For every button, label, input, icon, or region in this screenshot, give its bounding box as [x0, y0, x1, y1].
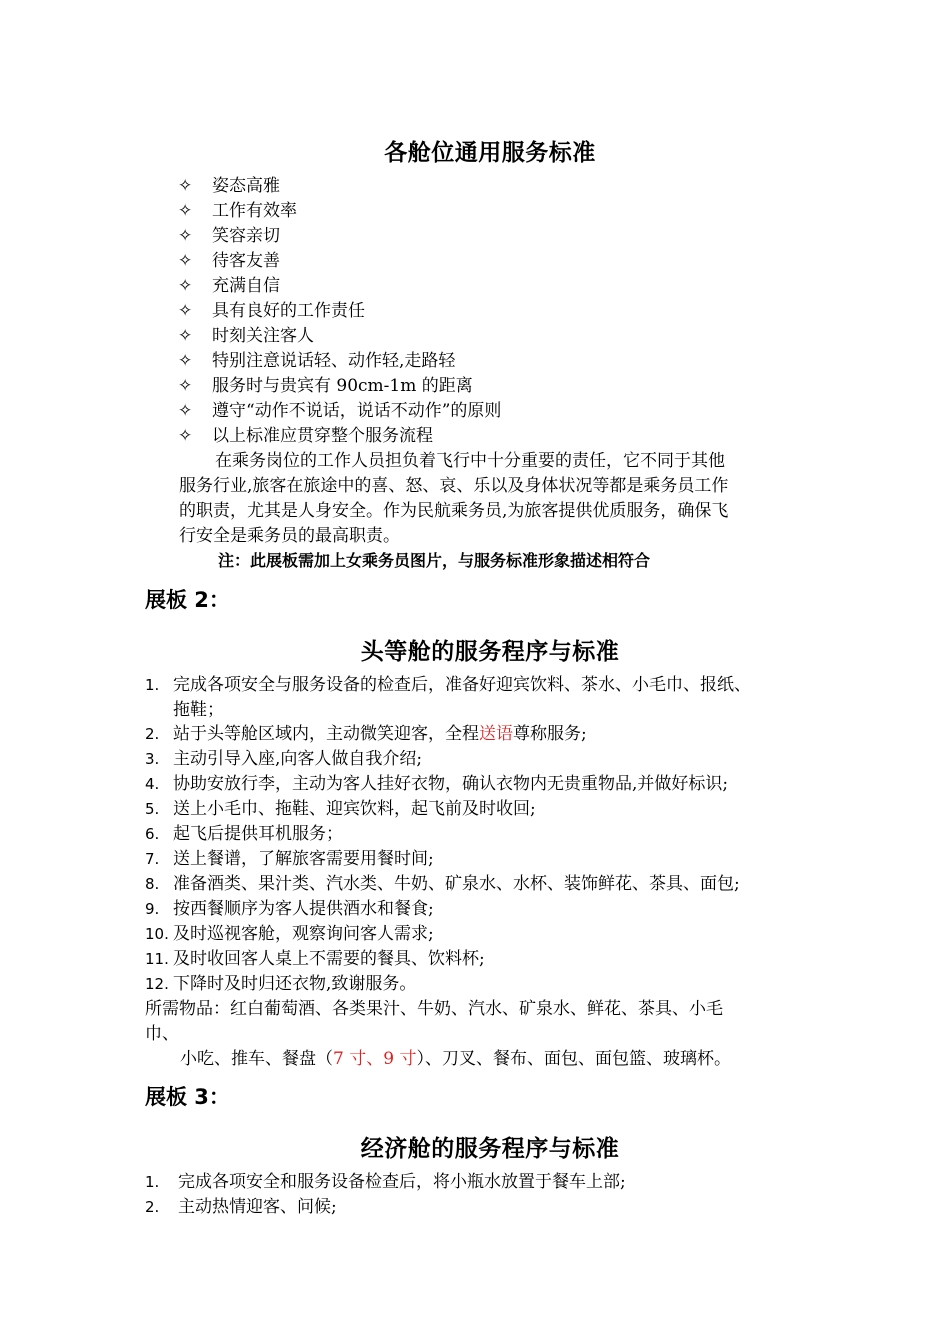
- paragraph-line: 的职责，尤其是人身安全。作为民航乘务员,为旅客提供优质服务，确保飞: [179, 501, 729, 521]
- item-number: 2.: [145, 725, 160, 743]
- bullet-item: 以上标准应贯穿整个服务流程: [212, 426, 433, 446]
- supplies-line: 所需物品：红白葡萄酒、各类果汁、牛奶、汽水、矿泉水、鲜花、茶具、小毛: [145, 999, 723, 1019]
- bullet-item: 具有良好的工作责任: [212, 301, 365, 321]
- list-item: 送上餐谱，了解旅客需要用餐时间;: [173, 849, 434, 869]
- item-number: 7.: [145, 850, 160, 868]
- star-bullet-icon: ✧: [178, 176, 193, 196]
- bullet-item: 姿态高雅: [212, 176, 280, 196]
- bullet-item: 服务时与贵宾有 90cm-1m 的距离: [212, 376, 473, 396]
- highlighted-text: 7 寸、9 寸: [333, 1049, 417, 1069]
- list-item-text: 尊称服务;: [513, 724, 587, 744]
- bullet-item: 充满自信: [212, 276, 280, 296]
- item-number: 2.: [145, 1198, 160, 1216]
- supplies-text: ）、刀叉、餐布、面包、面包篮、玻璃杯。: [416, 1049, 731, 1069]
- paragraph-line: 行安全是乘务员的最高职责。: [179, 526, 400, 546]
- list-item: 及时巡视客舱，观察询问客人需求;: [173, 924, 434, 944]
- star-bullet-icon: ✧: [178, 351, 193, 371]
- item-number: 1.: [145, 1173, 160, 1191]
- star-bullet-icon: ✧: [178, 326, 193, 346]
- section3-title: 经济舱的服务程序与标准: [360, 1136, 620, 1162]
- section1-note: 注：此展板需加上女乘务员图片，与服务标准形象描述相符合: [218, 551, 651, 570]
- item-number: 6.: [145, 825, 160, 843]
- bullet-item: 工作有效率: [212, 201, 297, 221]
- list-item: 下降时及时归还衣物,致谢服务。: [173, 974, 417, 994]
- item-number: 5.: [145, 800, 160, 818]
- supplies-text: 小吃、推车、餐盘（: [180, 1049, 333, 1069]
- item-number: 8.: [145, 875, 160, 893]
- paragraph-line: 在乘务岗位的工作人员担负着飞行中十分重要的责任，它不同于其他: [215, 451, 725, 471]
- panel-2-heading: 展板 2：: [145, 588, 230, 612]
- bullet-item: 遵守“动作不说话，说话不动作”的原则: [212, 401, 502, 421]
- list-item: 送上小毛巾、拖鞋、迎宾饮料，起飞前及时收回;: [173, 799, 536, 819]
- list-item: 主动引导入座,向客人做自我介绍;: [173, 749, 423, 769]
- list-item: 主动热情迎客、问候;: [178, 1197, 337, 1217]
- highlighted-text: 送语: [479, 724, 513, 744]
- item-number: 11.: [145, 950, 169, 968]
- bullet-item: 时刻关注客人: [212, 326, 314, 346]
- star-bullet-icon: ✧: [178, 376, 193, 396]
- list-item: 起飞后提供耳机服务；: [173, 824, 343, 844]
- paragraph-line: 服务行业,旅客在旅途中的喜、怒、哀、乐以及身体状况等都是乘务员工作: [179, 476, 729, 496]
- star-bullet-icon: ✧: [178, 301, 193, 321]
- bullet-item: 笑容亲切: [212, 226, 280, 246]
- list-item-continuation: 拖鞋；: [173, 700, 224, 720]
- star-bullet-icon: ✧: [178, 426, 193, 446]
- star-bullet-icon: ✧: [178, 251, 193, 271]
- item-number: 1.: [145, 676, 160, 694]
- supplies-line: 巾、: [145, 1024, 179, 1044]
- item-number: 4.: [145, 775, 160, 793]
- item-number: 9.: [145, 900, 160, 918]
- list-item-text: 站于头等舱区域内，主动微笑迎客，全程: [173, 724, 479, 744]
- item-number: 12.: [145, 975, 169, 993]
- star-bullet-icon: ✧: [178, 226, 193, 246]
- list-item: 准备酒类、果汁类、汽水类、牛奶、矿泉水、水杯、装饰鲜花、茶具、面包;: [173, 874, 740, 894]
- section2-title: 头等舱的服务程序与标准: [360, 639, 620, 665]
- list-item: 协助安放行李，主动为客人挂好衣物，确认衣物内无贵重物品,并做好标识;: [173, 774, 729, 794]
- star-bullet-icon: ✧: [178, 276, 193, 296]
- supplies-line: [180, 1047, 731, 1071]
- list-item: 完成各项安全与服务设备的检查后，准备好迎宾饮料、茶水、小毛巾、报纸、: [173, 675, 751, 695]
- bullet-item: 特别注意说话轻、动作轻,走路轻: [212, 351, 456, 371]
- panel-3-heading: 展板 3：: [145, 1085, 230, 1109]
- list-item: 按西餐顺序为客人提供酒水和餐食;: [173, 899, 434, 919]
- list-item: 完成各项安全和服务设备检查后，将小瓶水放置于餐车上部;: [178, 1172, 626, 1192]
- list-item: [173, 722, 587, 746]
- section1-title: 各舱位通用服务标准: [384, 140, 596, 166]
- item-number: 10.: [145, 925, 169, 943]
- star-bullet-icon: ✧: [178, 201, 193, 221]
- item-number: 3.: [145, 750, 160, 768]
- list-item: 及时收回客人桌上不需要的餐具、饮料杯;: [173, 949, 485, 969]
- bullet-item: 待客友善: [212, 251, 280, 271]
- star-bullet-icon: ✧: [178, 401, 193, 421]
